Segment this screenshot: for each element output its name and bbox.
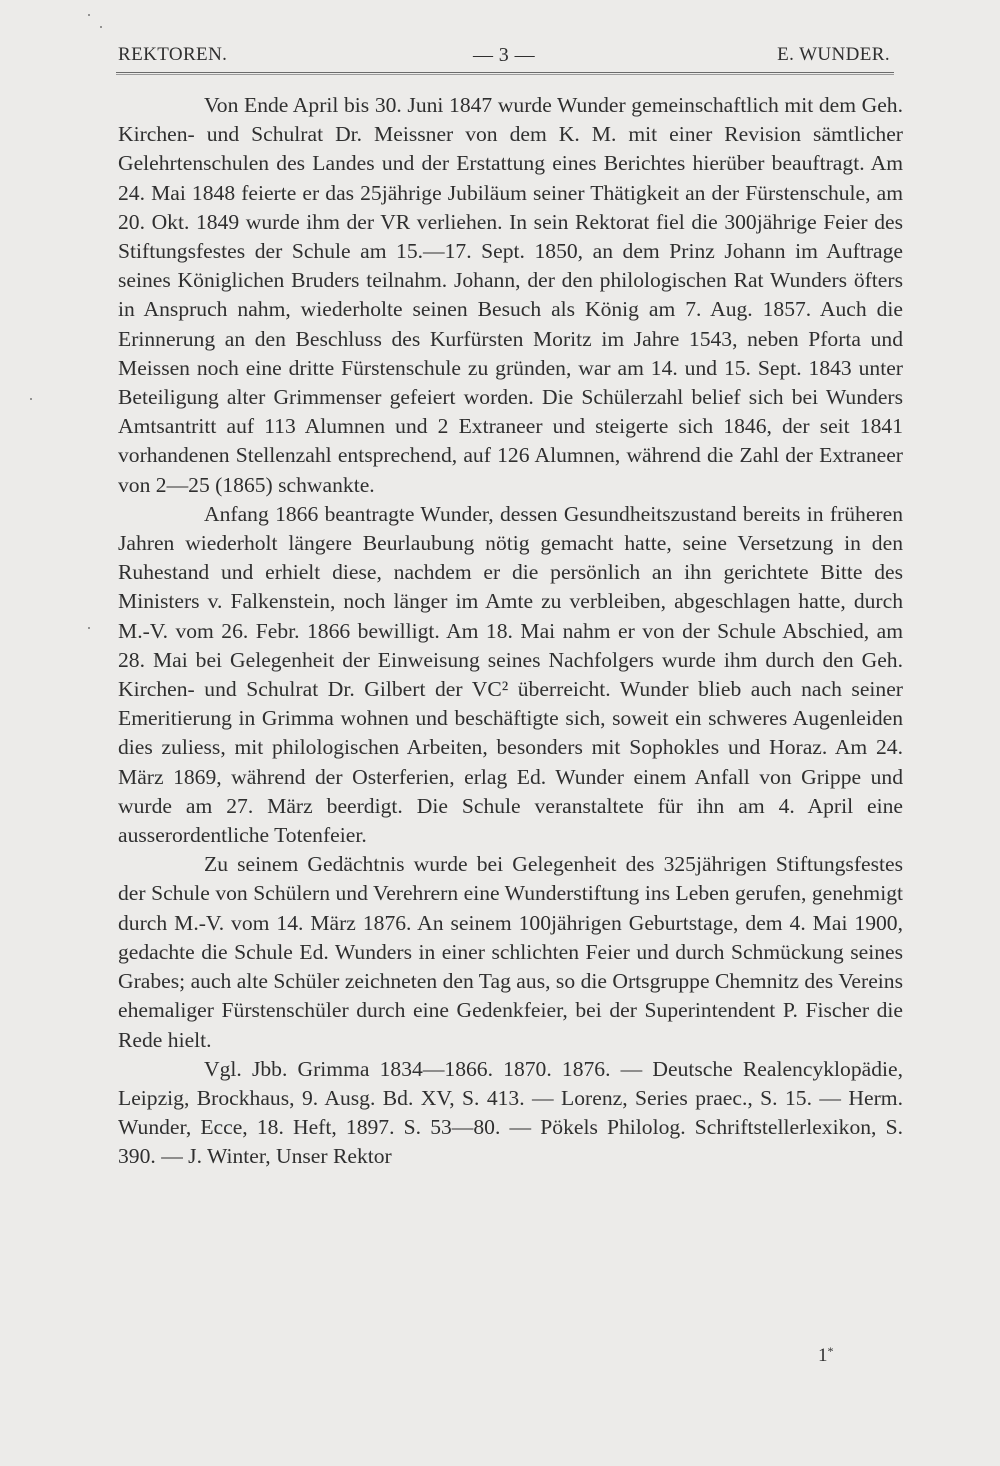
paper-speck — [88, 627, 90, 629]
body-text — [118, 91, 903, 1172]
running-head — [118, 44, 890, 70]
running-head-right: E. WUNDER. — [777, 44, 890, 65]
running-head-left: REKTOREN. — [118, 44, 228, 65]
paper-speck — [100, 26, 102, 28]
signature-number: 1 — [818, 1345, 828, 1366]
header-rule — [116, 72, 894, 75]
paper-speck — [88, 14, 90, 16]
page-number: — 3 — — [473, 44, 535, 66]
paragraph-4-references: Vgl. Jbb. Grimma 1834—1866. 1870. 1876. — Deutsche Realencyklopädie, Leipzig, Brockhaus, 9. Ausg. Bd. XV, S. 413. — Lorenz, Series praec., S. 15. — Herm. Wunder, Ecce, 18. Heft, 1897. S. 53—80. — Pökels Philolog. Schriftstellerlexikon, S. 390. — J. Winter, Unser Rektor — [118, 1056, 903, 1169]
paper-speck — [30, 398, 32, 400]
signature-mark — [818, 1344, 834, 1367]
paragraph-2: Anfang 1866 beantragte Wunder, dessen Gesundheitszustand bereits in früheren Jahren wiederholt längere Beurlaubung nötig gemacht hatte, seine Versetzung in den Ruhestand und erhielt diese, nachdem er die persönlich an ihn gerichtete Bitte des Ministers v. Falkenstein, noch länger im Amte zu verbleiben, abgeschlagen hatte, durch M.-V. vom 26. Febr. 1866 bewilligt. Am 18. Mai nahm er von der Schule Abschied, am 28. Mai bei Gelegenheit der Einweisung seines Nachfolgers wurde ihm durch den Geh. Kirchen- und Schulrat Dr. Gilbert der VC² überreicht. Wunder blieb auch nach seiner Emeritierung in Grimma wohnen und beschäftigte sich, soweit ein schweres Augenleiden dies zuliess, mit philologischen Arbeiten, besonders mit Sophokles und Horaz. Am 24. März 1869, während der Osterferien, erlag Ed. Wunder einem Anfall von Grippe und wurde am 27. März beerdigt. Die Schule veranstaltete für ihn am 4. April eine ausserordentliche Totenfeier. — [118, 501, 903, 848]
signature-star: * — [827, 1344, 834, 1358]
paragraph-1: Von Ende April bis 30. Juni 1847 wurde Wunder gemeinschaftlich mit dem Geh. Kirchen- und Schulrat Dr. Meissner von dem K. M. mit einer Revision sämtlicher Gelehrtenschulen des Landes und der Erstattung eines Berichtes hierüber beauftragt. Am 24. Mai 1848 feierte er das 25jährige Jubiläum seiner Thätigkeit an der Fürstenschule, am 20. Okt. 1849 wurde ihm der VR verliehen. In sein Rektorat fiel die 300jährige Feier des Stiftungsfestes der Schule am 15.—17. Sept. 1850, an dem Prinz Johann im Auftrage seines Königlichen Bruders teilnahm. Johann, der den philologischen Rat Wunders öfters in Anspruch nahm, wiederholte seinen Besuch als König am 7. Aug. 1857. Auch die Erinnerung an den Beschluss des Kurfürsten Moritz im Jahre 1543, neben Pforta und Meissen noch eine dritte Fürstenschule zu gründen, war am 14. und 15. Sept. 1843 unter Beteiligung alter Grimmenser gefeiert worden. Die Schülerzahl belief sich bei Wunders Amtsantritt auf 113 Alumnen und 2 Extraneer und steigerte sich 1846, der seit 1841 vorhandenen Stellenzahl entsprechend, auf 126 Alumnen, während die Zahl der Extraneer von 2—25 (1865) schwankte. — [118, 93, 903, 497]
paragraph-3: Zu seinem Gedächtnis wurde bei Gelegenheit des 325jährigen Stiftungsfestes der Schule von Schülern und Verehrern eine Wunderstiftung ins Leben gerufen, genehmigt durch M.-V. vom 14. März 1876. An seinem 100jährigen Geburtstage, dem 4. Mai 1900, gedachte die Schule Ed. Wunders in einer schlichten Feier und durch Schmückung seines Grabes; auch alte Schüler zeichneten den Tag aus, so die Ortsgruppe Chemnitz des Vereins ehemaliger Fürstenschüler durch eine Gedenkfeier, bei der Superintendent P. Fischer die Rede hielt. — [118, 852, 903, 1052]
